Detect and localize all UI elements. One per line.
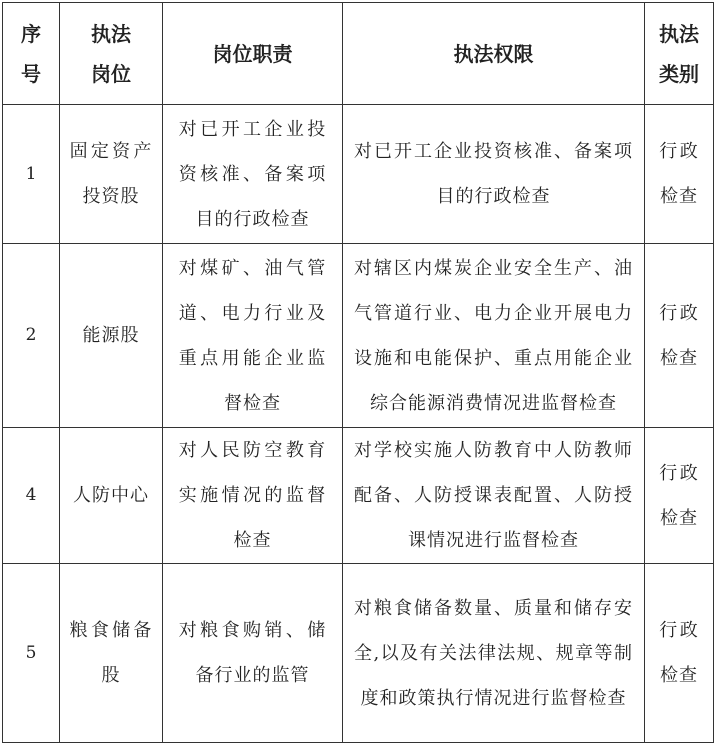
row-authority: 对学校实施人防教育中人防教师配备、人防授课表配置、人防授课情况进行监督检查 xyxy=(343,428,645,564)
header-row xyxy=(3,3,714,105)
row-authority: 对已开工企业投资核准、备案项目的行政检查 xyxy=(343,105,645,244)
table-row xyxy=(3,244,714,428)
row-category: 行政检查 xyxy=(645,564,714,743)
row-authority: 对粮食储备数量、质量和储存安全,以及有关法律法规、规章等制度和政策执行情况进行监督检查 xyxy=(343,564,645,743)
law-enforcement-table xyxy=(2,2,714,743)
table-row xyxy=(3,428,714,564)
row-post: 固定资产投资股 xyxy=(60,105,163,244)
header-post: 执法岗位 xyxy=(60,3,163,105)
row-duty: 对粮食购销、储备行业的监管 xyxy=(163,564,343,743)
row-duty: 对煤矿、油气管道、电力行业及重点用能企业监督检查 xyxy=(163,244,343,428)
row-seq: 1 xyxy=(3,105,60,244)
row-seq: 5 xyxy=(3,564,60,743)
row-seq: 4 xyxy=(3,428,60,564)
header-seq: 序号 xyxy=(3,3,60,105)
row-post: 人防中心 xyxy=(60,428,163,564)
table-row xyxy=(3,105,714,244)
header-authority: 执法权限 xyxy=(343,3,645,105)
row-authority: 对辖区内煤炭企业安全生产、油气管道行业、电力企业开展电力设施和电能保护、重点用能企业综合能源消费情况进监督检查 xyxy=(343,244,645,428)
row-duty: 对已开工企业投资核准、备案项目的行政检查 xyxy=(163,105,343,244)
row-seq: 2 xyxy=(3,244,60,428)
row-category: 行政检查 xyxy=(645,244,714,428)
table-row xyxy=(3,564,714,743)
header-category: 执法类别 xyxy=(645,3,714,105)
row-duty: 对人民防空教育实施情况的监督检查 xyxy=(163,428,343,564)
row-category: 行政检查 xyxy=(645,105,714,244)
row-post: 能源股 xyxy=(60,244,163,428)
header-duty: 岗位职责 xyxy=(163,3,343,105)
row-post: 粮食储备股 xyxy=(60,564,163,743)
row-category: 行政检查 xyxy=(645,428,714,564)
